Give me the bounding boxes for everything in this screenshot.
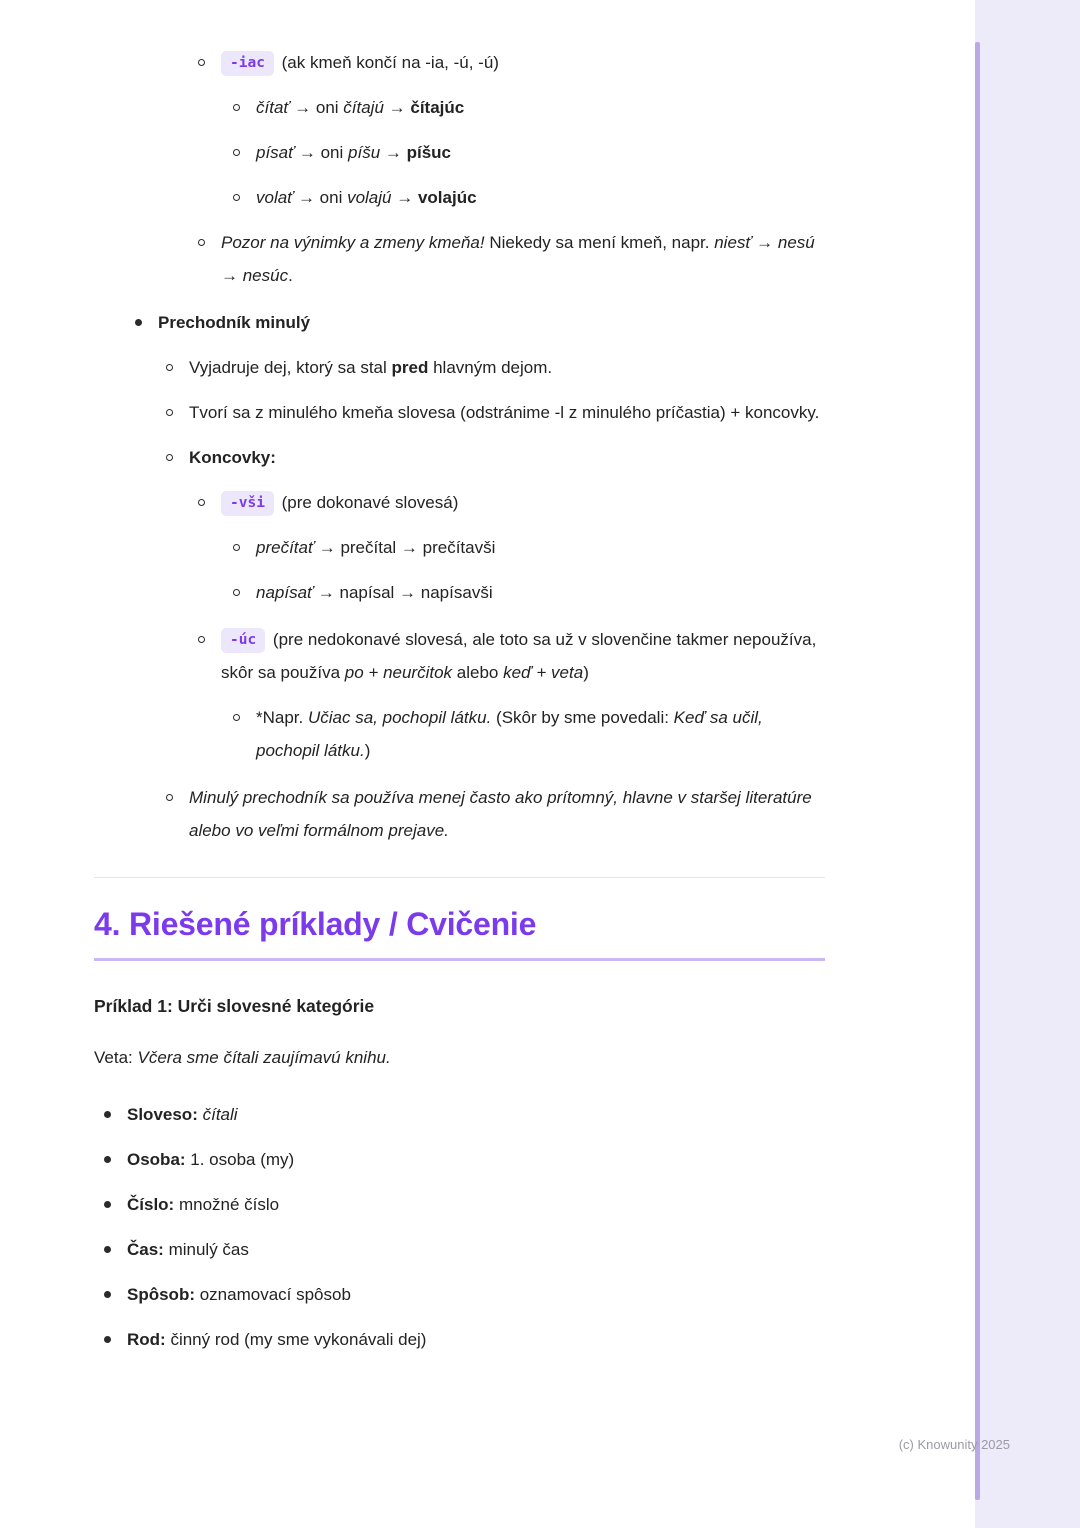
text-segment: → oni (293, 188, 348, 207)
list-item-text (221, 623, 825, 689)
text-segment: Sloveso: (127, 1105, 198, 1124)
section-heading: 4. Riešené príklady / Cvičenie (94, 904, 825, 961)
scrollbar-thumb[interactable] (975, 42, 980, 1500)
text-segment: Veta: (94, 1048, 138, 1067)
list-item-text (221, 46, 825, 79)
list-item (166, 396, 825, 429)
text-segment: → (380, 143, 407, 162)
bullet-filled-icon (104, 1291, 111, 1298)
list-item-text (189, 441, 825, 474)
text-segment: keď + veta (503, 663, 584, 682)
text-segment: (pre nedokonavé slovesá, ale toto sa už v slovenčine takmer nepoužíva, skôr sa používa (221, 630, 817, 682)
text-segment: volajú (347, 188, 392, 207)
list-item-text (127, 1098, 825, 1131)
text-segment: Prechodník minulý (158, 313, 311, 332)
text-segment: po + neurčitok (344, 663, 453, 682)
footer-credit: (c) Knowunity 2025 (898, 1437, 1010, 1452)
text-segment: (Skôr by sme povedali: (491, 708, 674, 727)
text-segment: množné číslo (174, 1195, 280, 1214)
bullet-hollow-icon (198, 499, 205, 506)
list-item (198, 623, 825, 689)
bullet-hollow-icon (198, 239, 205, 246)
text-segment: → oni (289, 98, 344, 117)
list-item (233, 136, 825, 169)
list-item-text (127, 1143, 825, 1176)
list-item (135, 306, 825, 339)
bullet-hollow-icon (166, 794, 173, 801)
text-segment: čítajúc (410, 98, 465, 117)
list-item (104, 1098, 825, 1131)
text-segment: Čas: (127, 1240, 164, 1259)
text-segment: 1. osoba (my) (185, 1150, 295, 1169)
list-item-text (256, 701, 825, 767)
text-segment: ) (583, 663, 589, 682)
list-item-text (189, 351, 825, 384)
list-item-text (256, 181, 825, 214)
text-segment: (ak kmeň končí na -ia, -ú, -ú) (276, 53, 499, 72)
list-item (233, 181, 825, 214)
list-item-text (256, 91, 825, 124)
list-item-text (256, 576, 825, 609)
list-item (104, 1233, 825, 1266)
text-segment: činný rod (my sme vykonávali dej) (165, 1330, 427, 1349)
list-item (233, 531, 825, 564)
text-segment: → oni (294, 143, 349, 162)
bullet-hollow-icon (166, 364, 173, 371)
document-content (94, 46, 825, 1368)
bullet-hollow-icon (166, 454, 173, 461)
text-segment: Rod: (127, 1330, 166, 1349)
text-segment: píšuc (406, 143, 452, 162)
text-segment: Spôsob: (127, 1285, 195, 1304)
list-item-text (127, 1278, 825, 1311)
bullet-hollow-icon (233, 714, 240, 721)
text-segment: písať (256, 143, 295, 162)
text-segment: Tvorí sa z minulého kmeňa slovesa (odstránime -l z minulého príčastia) + koncovky. (189, 403, 820, 422)
list-item-text (127, 1233, 825, 1266)
bullet-hollow-icon (233, 104, 240, 111)
text-segment: Číslo: (127, 1195, 175, 1214)
page-margin-strip (975, 0, 1080, 1528)
bullet-hollow-icon (198, 636, 205, 643)
text-segment: Vyjadruje dej, ktorý sa stal (189, 358, 392, 377)
list-item-text (189, 781, 825, 847)
text-segment: niesť → nesú → nesúc (221, 233, 815, 285)
list-item (104, 1188, 825, 1221)
list-item (233, 701, 825, 767)
text-segment: Osoba: (127, 1150, 186, 1169)
list-item (166, 351, 825, 384)
text-segment: Pozor na výnimky a zmeny kmeňa! (221, 233, 485, 252)
example-title (94, 993, 825, 1019)
text-segment: Príklad 1: Urči slovesné kategórie (94, 996, 375, 1016)
list-item-text (189, 396, 825, 429)
text-segment: (pre dokonavé slovesá) (276, 493, 459, 512)
text-segment: pred (391, 358, 429, 377)
list-item (104, 1143, 825, 1176)
section-divider (94, 877, 825, 878)
text-segment: Koncovky: (189, 448, 276, 467)
bullet-filled-icon (104, 1246, 111, 1253)
list-item-text (127, 1188, 825, 1221)
text-segment: oznamovací spôsob (195, 1285, 351, 1304)
text-segment: píšu (348, 143, 381, 162)
text-segment: alebo (452, 663, 504, 682)
example-sentence (94, 1045, 825, 1071)
list-item (198, 46, 825, 79)
bullet-filled-icon (135, 319, 142, 326)
text-segment: napísať (256, 583, 314, 602)
list-item-text (256, 531, 825, 564)
list-item (198, 486, 825, 519)
text-segment: Keď sa učil, pochopil látku. (256, 708, 763, 760)
text-segment: čítali (202, 1105, 238, 1124)
list-item (198, 226, 825, 292)
list-item (166, 441, 825, 474)
bullet-filled-icon (104, 1156, 111, 1163)
list-item (104, 1323, 825, 1356)
bullet-filled-icon (104, 1336, 111, 1343)
bullet-filled-icon (104, 1201, 111, 1208)
bullet-hollow-icon (233, 149, 240, 156)
bullet-hollow-icon (233, 544, 240, 551)
list-item (166, 781, 825, 847)
text-segment: Niekedy sa mení kmeň, napr. (484, 233, 715, 252)
list-item-text (158, 306, 825, 339)
list-item-text (127, 1323, 825, 1356)
text-segment: Včera sme čítali zaujímavú knihu. (137, 1048, 391, 1067)
text-segment: volajúc (417, 188, 477, 207)
text-segment: čítať (256, 98, 290, 117)
bullet-hollow-icon (233, 589, 240, 596)
text-segment: Minulý prechodník sa používa menej často ako prítomný, hlavne v staršej literatúre alebo vo veľmi formálnom prejave. (189, 788, 812, 840)
bullet-hollow-icon (233, 194, 240, 201)
list-item-text (221, 226, 825, 292)
text-segment: → napísal → napísavši (313, 583, 493, 602)
text-segment: *Napr. (256, 708, 308, 727)
text-segment: minulý čas (163, 1240, 249, 1259)
bullet-filled-icon (104, 1111, 111, 1118)
code-chip: -iac (221, 51, 274, 76)
bullet-hollow-icon (166, 409, 173, 416)
bullet-hollow-icon (198, 59, 205, 66)
code-chip: -úc (221, 628, 265, 653)
code-chip: -vši (221, 491, 274, 516)
text-segment: volať (256, 188, 294, 207)
text-segment: . (288, 266, 293, 285)
list-item (233, 91, 825, 124)
text-segment: → (383, 98, 411, 117)
category-list (94, 1098, 825, 1356)
text-segment: → (391, 188, 418, 207)
list-item (233, 576, 825, 609)
text-segment: čítajú (343, 98, 384, 117)
text-segment: Učiac sa, pochopil látku. (307, 708, 492, 727)
list-item-text (256, 136, 825, 169)
text-segment: hlavným dejom. (428, 358, 553, 377)
text-segment: → prečítal → prečítavši (314, 538, 496, 557)
list-item-text (221, 486, 825, 519)
list-item (104, 1278, 825, 1311)
text-segment: prečítať (256, 538, 314, 557)
text-segment: ) (364, 741, 371, 760)
